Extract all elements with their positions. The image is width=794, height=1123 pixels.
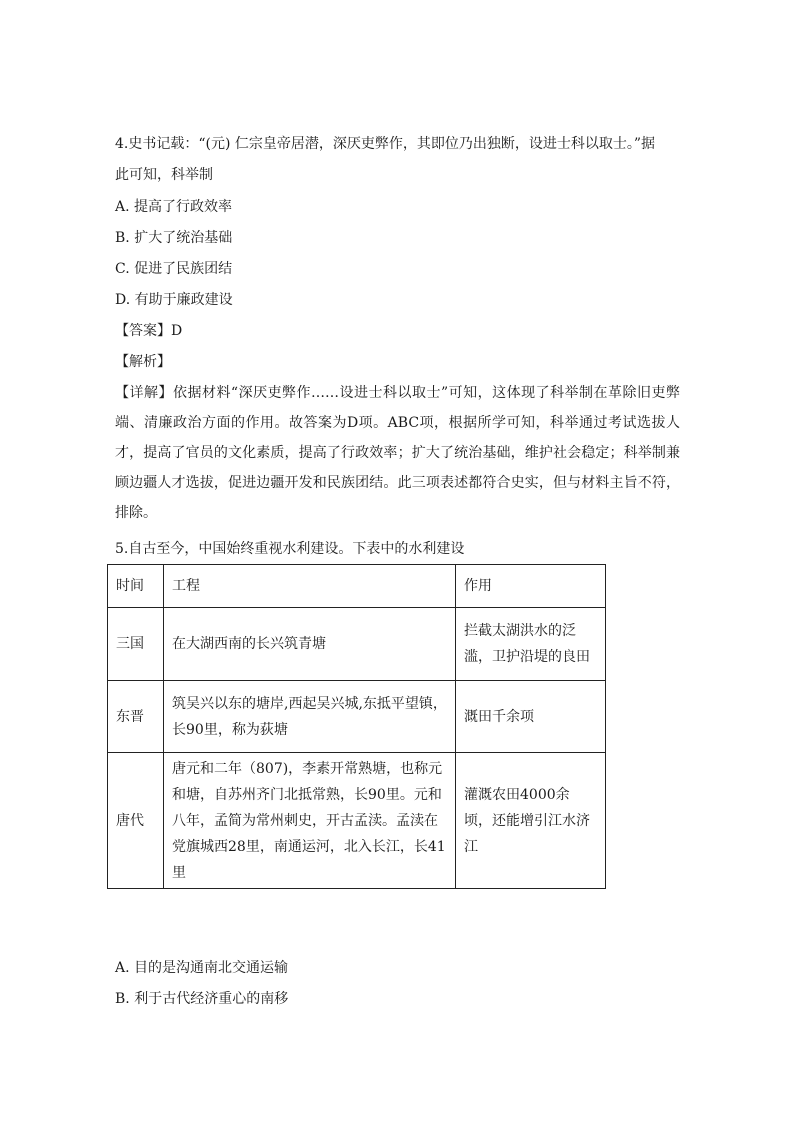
- q4-option-a: A. 提高了行政效率: [115, 199, 233, 215]
- row-effect: 溉田千余项: [456, 681, 606, 753]
- row-project: 唐元和二年（807)，李素开常熟塘，也称元和塘，自苏州齐门北抵常熟，长90里。元和八年，孟简为常州刺史，开古孟渎。孟渎在党旗城西28里，南通运河，北入长江，长41里: [164, 753, 456, 889]
- table-row: [108, 681, 606, 753]
- row-time: 唐代: [108, 753, 164, 889]
- header-time: 时间: [108, 565, 164, 608]
- q4-option-c: C. 促进了民族团结: [115, 261, 233, 277]
- q4-option-d: D. 有助于廉政建设: [115, 292, 233, 308]
- row-time: 东晋: [108, 681, 164, 753]
- q5-option-b: B. 利于古代经济重心的南移: [115, 991, 289, 1007]
- row-effect: 拦截太湖洪水的泛滥，卫护沿堤的良田: [456, 608, 606, 681]
- q4-stem-line1: 4.史书记载：“(元) 仁宗皇帝居潜，深厌吏弊作，其即位乃出独断，设进士科以取士。”据: [115, 136, 656, 152]
- q4-option-b: B. 扩大了统治基础: [115, 230, 233, 246]
- q4-detail: 【详解】依据材料“深厌吏弊作……设进士科以取士”可知，这体现了科举制在革除旧吏弊端、清廉政治方面的作用。故答案为D项。ABC项，根据所学可知，科举通过考试选拔人才，提高了官员的文化素质，提高了行政效率；扩大了统治基础，维护社会稳定；科举制兼顾边疆人才选拔，促进边疆开发和民族团结。此三项表述都符合史实，但与材料主旨不符，排除。: [115, 385, 680, 521]
- table-row: [108, 608, 606, 681]
- q5-stem: 5.自古至今，中国始终重视水利建设。下表中的水利建设: [115, 541, 465, 557]
- row-project: 在大湖西南的长兴筑青塘: [164, 608, 456, 681]
- table-row: [108, 753, 606, 889]
- q4-analysis-heading: 【解析】: [115, 354, 171, 370]
- q4-answer: 【答案】D: [115, 323, 183, 339]
- water-projects-table: [107, 564, 606, 889]
- table-header-row: [108, 565, 606, 608]
- header-project: 工程: [164, 565, 456, 608]
- header-effect: 作用: [456, 565, 606, 608]
- q5-option-a: A. 目的是沟通南北交通运输: [115, 960, 289, 976]
- row-effect: 灌溉农田4000余顷，还能增引江水济江: [456, 753, 606, 889]
- row-project: 筑吴兴以东的塘岸,西起吴兴城,东抵平望镇，长90里，称为荻塘: [164, 681, 456, 753]
- row-time: 三国: [108, 608, 164, 681]
- q4-stem-line2: 此可知，科举制: [115, 167, 213, 183]
